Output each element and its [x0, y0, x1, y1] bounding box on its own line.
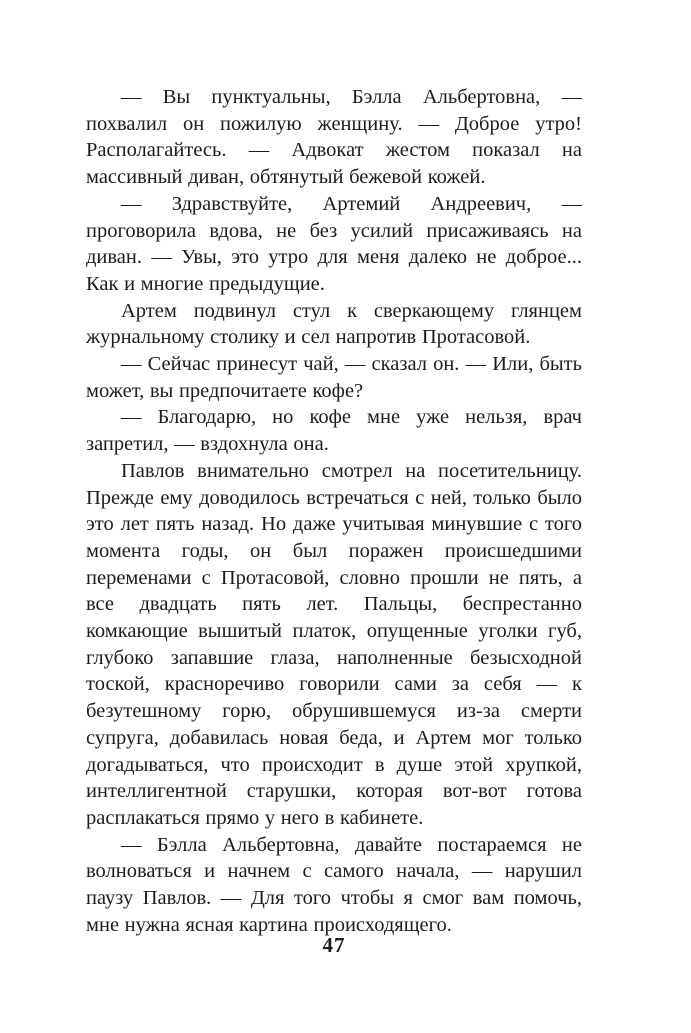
paragraph: — Бэлла Альбертовна, давайте постараемся не волноваться и начнем с самого начала, — нарушил паузу Павлов. — Для того чтобы я смог вам помочь, мне нужна ясная картина происходящего. — [86, 833, 582, 936]
paragraph: — Сейчас принесут чай, — сказал он. — Или, быть может, вы предпочитаете кофе? — [86, 353, 582, 402]
paragraph: — Вы пунктуальны, Бэлла Альбертовна, — похвалил он пожилую женщину. — Доброе утро! Располагайтесь. — Адвокат жестом показал на массивный диван, обтянутый бежевой кожей. — [86, 86, 582, 189]
paragraph: — Благодарю, но кофе мне уже нельзя, врач запретил, — вздохнула она. — [86, 406, 582, 456]
paragraph: Павлов внимательно смотрел на посетительницу. Прежде ему доводилось встречаться с ней, только было это лет пять назад. Но даже учитывая минувшие с того момента годы, он был поражен происшедшими переменами с Протасовой, словно прошли не пять, а все двадцать пять лет. Пальцы, беспрестанно комкающие вышитый платок, опущенные уголки губ, глубоко запавшие глаза, наполненные безысходной тоской, красноречиво говорили сами за себя — к безутешному горю, обрушившемуся из-за смерти супруга, добавилась новая беда, и Артем мог только догадываться, что происходит в душе этой хрупкой, интеллигентной старушки, которая вот-вот готова расплакаться прямо у него в кабинете. — [86, 459, 582, 829]
page-number: 47 — [322, 933, 346, 957]
paragraph: — Здравствуйте, Артемий Андреевич, — проговорила вдова, не без усилий присаживаясь на диван. — Увы, это утро для меня далеко не доброе... Как и многие предыдущие. — [86, 192, 582, 295]
text-block — [86, 84, 582, 939]
paragraph: Артем подвинул стул к сверкающему глянцем журнальному столику и сел напротив Протасовой. — [86, 299, 582, 349]
